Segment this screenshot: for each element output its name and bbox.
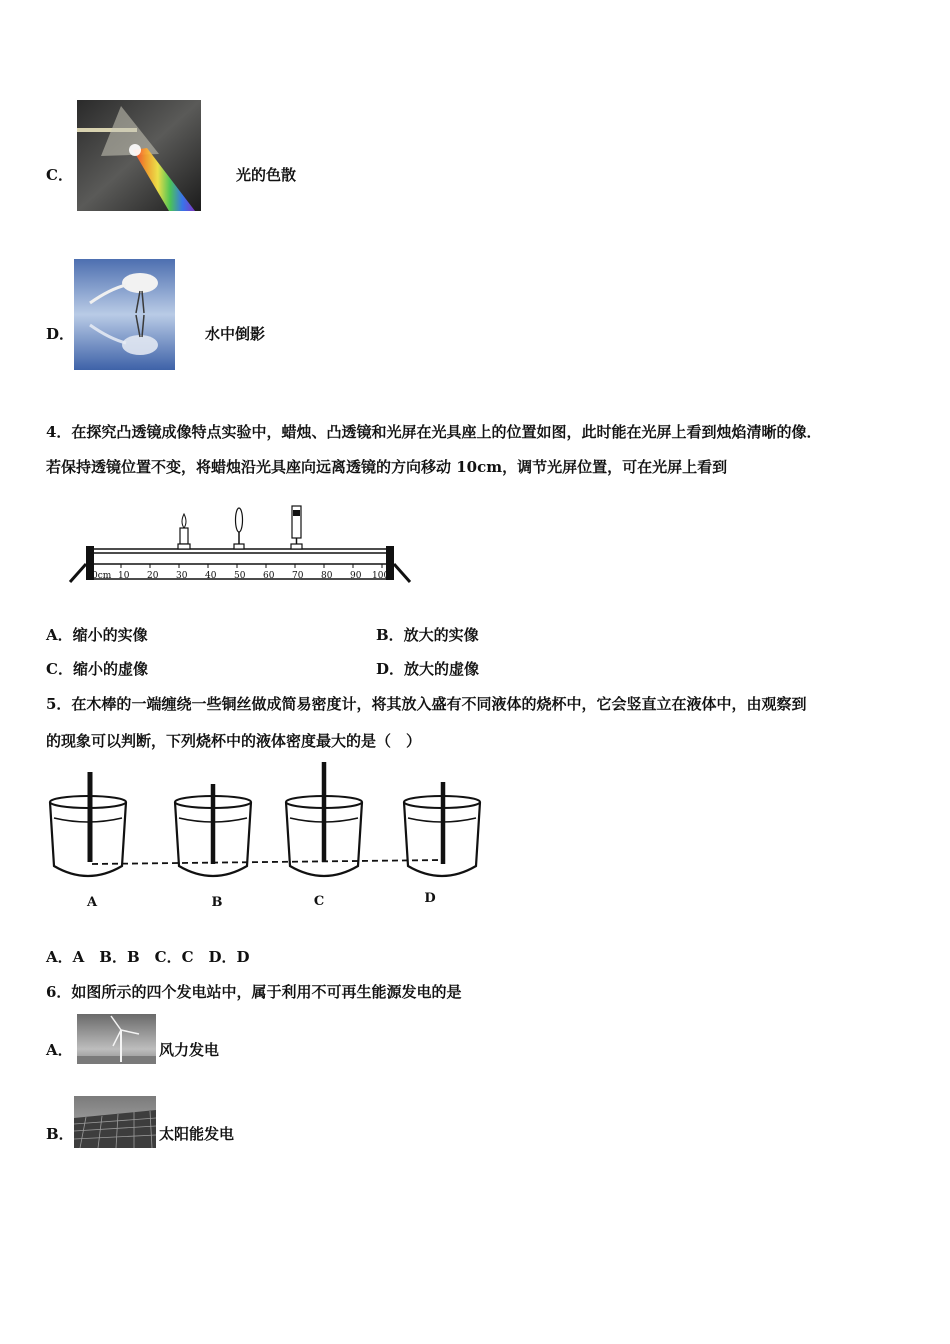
ruler-tick-label: 80 [321,571,333,581]
prism-dispersion-image [77,100,201,211]
ruler-tick-label: 90 [350,571,362,581]
wind-turbine-image [77,1014,156,1064]
q6-stem: 6．如图所示的四个发电站中，属于利用不可再生能源发电的是 [46,983,462,1001]
ruler-tick-label: 60 [263,571,275,581]
solar-panel-image [74,1096,156,1148]
beaker-a [50,772,126,876]
q4-option-b: B．放大的实像 [376,626,479,644]
q6-option-a-caption: 风力发电 [159,1041,220,1059]
q5-stem-line2: 的现象可以判断，下列烧杯中的液体密度最大的是（ ） [46,732,422,750]
bird-reflection-image [74,259,175,370]
q4-option-c: C．缩小的虚像 [46,660,148,678]
beaker-label: B [211,895,223,910]
q6-option-a-letter: A． [46,1041,73,1059]
q3-option-c-caption: 光的色散 [236,166,297,184]
beaker-c [286,762,362,876]
optical-bench-diagram [68,502,414,586]
q4-stem-line1: 4．在探究凸透镜成像特点实验中，蜡烛、凸透镜和光屏在光具座上的位置如图，此时能在光屏上看到烛焰清晰的像． [46,423,822,441]
beaker-d [404,782,480,876]
ruler-tick-label: 10 [118,571,130,581]
q3-option-c-letter: C． [46,166,73,184]
q3-option-d-letter: D． [46,325,75,343]
ruler-tick-label: 0cm [92,571,112,581]
beakers-diagram [44,758,484,914]
q4-option-a: A．缩小的实像 [46,626,148,644]
q5-options: A．A B．B C．C D．D [46,948,250,966]
q6-option-b-letter: B． [46,1125,74,1143]
dashed-reference-line [92,860,444,864]
q5-stem-line1: 5．在木棒的一端缠绕一些铜丝做成简易密度计，将其放入盛有不同液体的烧杯中，它会竖直立在液体中，由观察到 [46,695,807,713]
light-screen-icon [291,506,302,549]
ruler-tick-label: 50 [234,571,246,581]
ruler-tick-label: 100 [372,571,390,581]
candle-icon [178,514,190,549]
ruler-tick-label: 20 [147,571,159,581]
q4-stem-line2: 若保持透镜位置不变，将蜡烛沿光具座向远离透镜的方向移动 10cm，调节光屏位置，可在光屏上看到 [46,458,728,476]
q3-option-d-caption: 水中倒影 [205,325,266,343]
convex-lens-icon [234,508,244,549]
ruler-tick-label: 70 [292,571,304,581]
ruler-tick-label: 30 [176,571,188,581]
beaker-label: C [313,894,325,909]
beaker-label: D [424,891,436,906]
ruler-tick-label: 40 [205,571,217,581]
beaker-label: A [86,895,98,910]
q4-option-d: D．放大的虚像 [376,660,480,678]
q6-option-b-caption: 太阳能发电 [159,1125,235,1143]
